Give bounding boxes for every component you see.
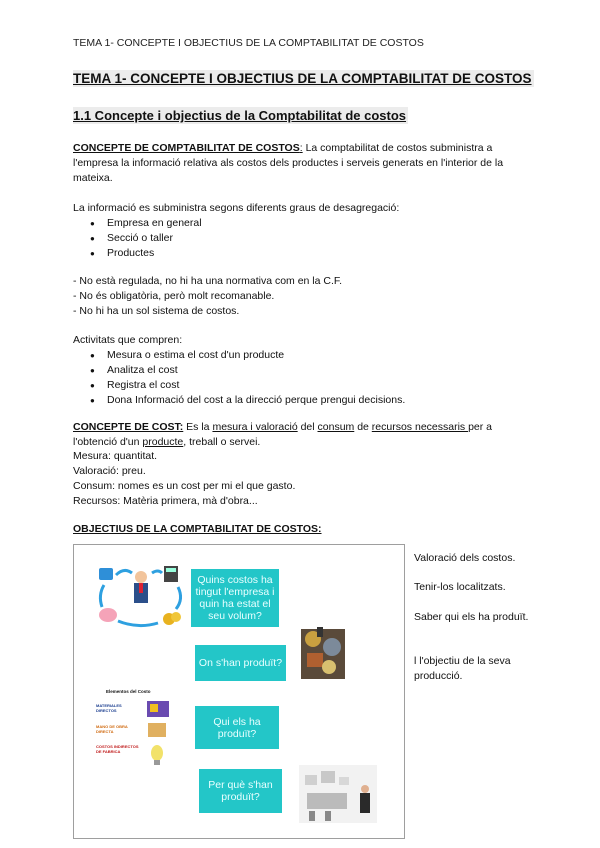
list-item: ● Analitza el cost: [73, 363, 533, 378]
list-item: ● Registra el cost: [73, 378, 533, 393]
cost-underline: recursos necessaris: [371, 421, 469, 433]
elementos-item: MANO DE OBRA DIRECTA: [96, 724, 128, 734]
cost-text: per a l'obtenció d'un: [73, 421, 493, 448]
page-title: TEMA 1- CONCEPTE I OBJECTIUS DE LA COMPTABILITAT DE COSTOS: [73, 71, 532, 86]
concepte-colon: :: [299, 142, 303, 154]
business-people-image: [299, 765, 377, 823]
note-line: - No està regulada, no hi ha una normativa com en la C.F.: [73, 275, 343, 287]
side-note: Valoració dels costos.: [414, 552, 516, 564]
graus-intro: La informació es subministra segons diferents graus de desagregació:: [73, 202, 400, 214]
cost-text: de: [354, 421, 372, 433]
cost-paragraph: [73, 420, 533, 450]
cost-text: , treball o servei.: [183, 436, 261, 448]
concepte-text: La comptabilitat de costos subministra a l'empresa la informació relativa als costos dels productes i serveis generats en l'interior de la mateixa.: [73, 142, 504, 184]
objectius-heading: OBJECTIUS DE LA COMPTABILITAT DE COSTOS:: [73, 523, 322, 535]
definitions: [73, 449, 533, 509]
graus-list: [73, 216, 533, 261]
section-heading: 1.1 Concepte i objectius de la Comptabilitat de costos: [73, 108, 407, 123]
definition-line: Mesura: quantitat.: [73, 450, 158, 462]
tile-on-produit: On s'han produït?: [195, 645, 286, 681]
note-line: - No hi ha un sol sistema de costos.: [73, 305, 240, 317]
list-item: ● Productes: [73, 246, 533, 261]
note-line: - No és obligatòria, però molt recomanable.: [73, 290, 275, 302]
list-item: ● Empresa en general: [73, 216, 533, 231]
definition-line: Consum: nomes es un cost per mi el que gasto.: [73, 480, 296, 492]
cost-text: Es la: [183, 421, 213, 433]
page-header: TEMA 1- CONCEPTE I OBJECTIUS DE LA COMPTABILITAT DE COSTOS: [73, 37, 424, 49]
cost-underline: consum: [317, 421, 355, 433]
concepte-paragraph: [73, 141, 533, 186]
list-item: ● Secció o taller: [73, 231, 533, 246]
tile-qui-produit: Qui els ha produït?: [195, 706, 279, 749]
elementos-del-costo: [96, 689, 176, 769]
elementos-title: Elementos del Costo: [106, 689, 151, 694]
cost-text: del: [297, 421, 318, 433]
definition-line: Recursos: Matèria primera, mà d'obra...: [73, 495, 258, 507]
tile-quins-costos: Quins costos ha tingut l'empresa i quin ha estat el seu volum?: [191, 569, 279, 627]
cost-label: CONCEPTE DE COST:: [73, 421, 184, 433]
side-note: l l'objectiu de la seva producció.: [414, 655, 511, 682]
elementos-icons: [146, 699, 172, 769]
cost-underline: mesura i valoració: [212, 421, 298, 433]
elementos-item: MATERIALES DIRECTOS: [96, 703, 122, 713]
list-item: ● Mesura o estima el cost d'un producte: [73, 348, 533, 363]
side-note: Tenir-los localitzats.: [414, 581, 506, 593]
activitats-list: [73, 348, 533, 408]
objectius-figure: [73, 544, 405, 839]
activitats-intro: Activitats que compren:: [73, 334, 183, 346]
workshop-collage-image: [299, 625, 347, 681]
side-note: Saber qui els ha produït.: [414, 611, 529, 623]
definition-line: Valoració: preu.: [73, 465, 146, 477]
notes-block: [73, 274, 533, 319]
concepte-label: CONCEPTE DE COMPTABILITAT DE COSTOS: [73, 142, 300, 154]
list-item: ● Dona Informació del cost a la direcció perque prengui decisions.: [73, 393, 533, 408]
cost-underline: producte: [142, 436, 184, 448]
tile-per-que: Per què s'han produït?: [199, 769, 282, 813]
elementos-item: COSTOS INDIRECTOS DE FABRICA: [96, 744, 139, 754]
cost-cycle-illustration: [94, 563, 189, 631]
